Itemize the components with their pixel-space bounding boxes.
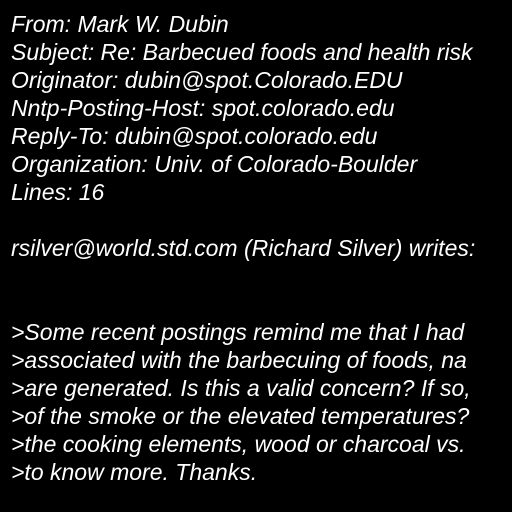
header-nntp-posting-host: Nntp-Posting-Host: spot.colorado.edu — [11, 95, 395, 121]
quoted-line: >Some recent postings remind me that I had — [11, 319, 465, 345]
header-from: From: Mark W. Dubin — [11, 11, 229, 37]
header-originator: Originator: dubin@spot.Colorado.EDU — [11, 67, 403, 93]
header-lines: Lines: 16 — [11, 179, 105, 205]
header-subject: Subject: Re: Barbecued foods and health risk — [11, 39, 473, 65]
header-organization: Organization: Univ. of Colorado-Boulder — [11, 151, 418, 177]
quoted-line: >the cooking elements, wood or charcoal vs. — [11, 431, 466, 457]
header-reply-to: Reply-To: dubin@spot.colorado.edu — [11, 123, 378, 149]
quoted-line: >are generated. Is this a valid concern? If so, — [11, 375, 471, 401]
body-attribution: rsilver@world.std.com (Richard Silver) writes: — [11, 235, 476, 261]
quoted-line: >to know more. Thanks. — [11, 459, 258, 485]
quoted-line: >of the smoke or the elevated temperatures? — [11, 403, 470, 429]
quoted-line: >associated with the barbecuing of foods, na — [11, 347, 467, 373]
